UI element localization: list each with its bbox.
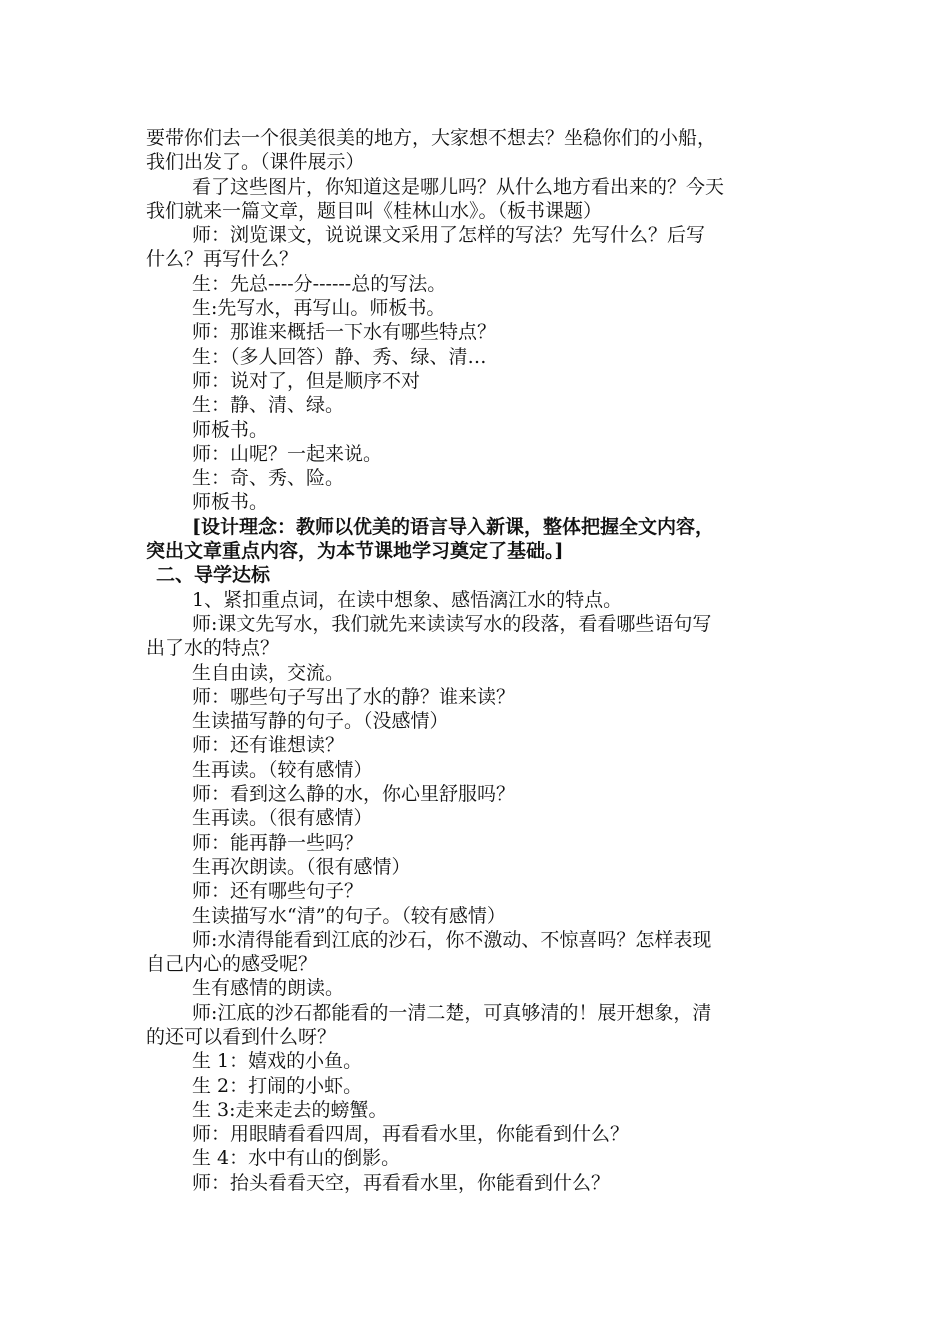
text-line: 我们出发了。（课件展示） (146, 151, 365, 174)
text-line: 要带你们去一个很美很美的地方，大家想不想去？坐稳你们的小船， (146, 127, 717, 149)
text-line: 师:水清得能看到江底的沙石，你不激动、不惊喜吗？怎样表现 (192, 928, 712, 951)
text-line: 师板书。 (192, 491, 269, 514)
text-line: 我们就来一篇文章，题目叫《桂林山水》。（板书课题） (146, 199, 603, 222)
text-line: 什么？再写什么？ (146, 248, 299, 271)
text-line: 1、紧扣重点词，在读中想象、感悟漓江水的特点。 (192, 588, 623, 611)
text-line: 生有感情的朗读。 (192, 977, 345, 1000)
text-line: 师：浏览课文，说说课文采用了怎样的写法？先写什么？后写 (192, 224, 706, 247)
text-line: 生：静、清、绿。 (192, 394, 345, 417)
text-line: 生 3:走来走去的螃蟹。 (192, 1098, 388, 1121)
text-line: 生:先写水，再写山。师板书。 (192, 297, 446, 320)
text-line: 生再读。（很有感情） (192, 807, 373, 830)
text-line: 师：看到这么静的水，你心里舒服吗？ (192, 783, 516, 806)
text-line: 生：奇、秀、险。 (192, 467, 345, 490)
text-line: 师：说对了，但是顺序不对 (192, 369, 421, 392)
design-note-line: [设计理念：教师以优美的语言导入新课，整体把握全文内容， (192, 515, 714, 538)
text-line: 师：山呢？一起来说。 (192, 442, 383, 465)
text-line: 师:江底的沙石都能看的一清二楚，可真够清的！展开想象，清 (192, 1001, 712, 1024)
text-line: 生读描写水“清”的句子。（较有感情） (192, 904, 506, 927)
text-line: 师：那谁来概括一下水有哪些特点？ (192, 321, 497, 344)
text-line: 生再次朗读。（很有感情） (192, 855, 411, 878)
text-line: 师板书。 (192, 418, 269, 441)
section-heading: 二、导学达标 (156, 564, 271, 587)
text-line: 自己内心的感受呢？ (146, 953, 318, 976)
text-line: 师:课文先写水，我们就先来读读写水的段落，看看哪些语句写 (192, 612, 712, 635)
text-line: 师：用眼睛看看四周，再看看水里，你能看到什么？ (192, 1123, 630, 1146)
text-line: 生自由读，交流。 (192, 661, 345, 684)
text-line: 生：先总----分------总的写法。 (192, 272, 447, 295)
text-line: 生 2：打闹的小虾。 (192, 1074, 363, 1097)
text-line: 的还可以看到什么呀？ (146, 1025, 337, 1048)
text-line: 师：哪些句子写出了水的静？谁来读？ (192, 685, 516, 708)
text-line: 生 1：嬉戏的小鱼。 (192, 1050, 363, 1073)
text-line: 生 4：水中有山的倒影。 (192, 1147, 401, 1170)
text-line: 生：（多人回答）静、秀、绿、清… (192, 345, 487, 368)
text-line: 生读描写静的句子。（没感情） (192, 710, 449, 733)
text-line: 出了水的特点？ (146, 637, 280, 660)
document-body (146, 126, 814, 1195)
text-line: 师：抬头看看天空，再看看水里，你能看到什么？ (192, 1171, 611, 1194)
text-line: 看了这些图片，你知道这是哪儿吗？从什么地方看出来的？今天 (192, 175, 725, 198)
text-line: 师：还有哪些句子？ (192, 880, 364, 903)
design-note-line: 突出文章重点内容，为本节课地学习奠定了基础。] (146, 540, 564, 563)
text-line: 生再读。（较有感情） (192, 758, 373, 781)
text-line: 师：能再静一些吗？ (192, 831, 364, 854)
text-line: 师：还有谁想读？ (192, 734, 345, 757)
